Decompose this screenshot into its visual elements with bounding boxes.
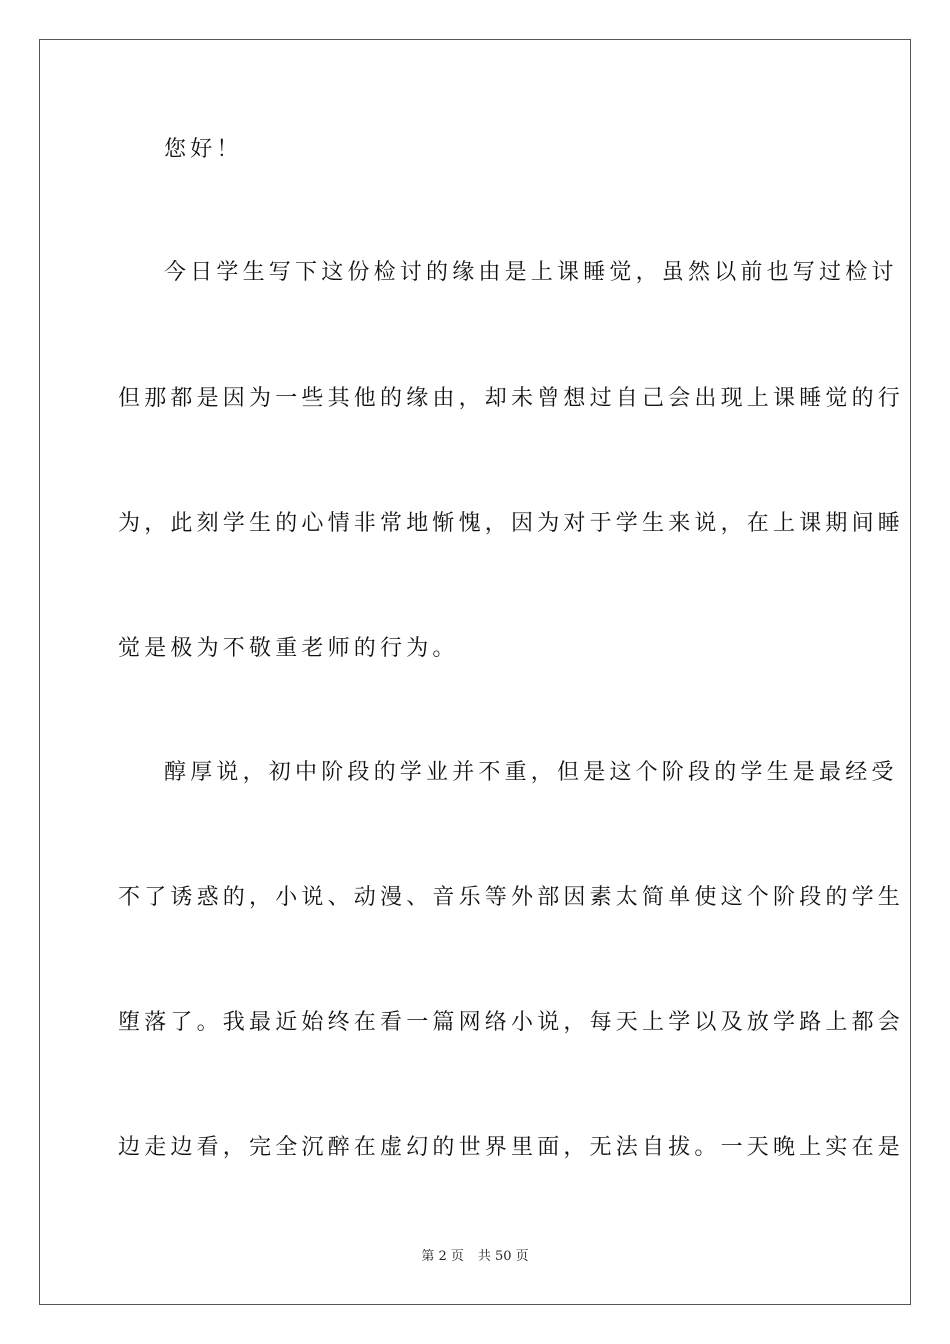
body-text-line: 堕落了。我最近始终在看一篇网络小说，每天上学以及放学路上都会 <box>118 1010 905 1035</box>
body-text-line: 觉是极为不敬重老师的行为。 <box>118 636 459 661</box>
body-text-line: 不了诱惑的，小说、动漫、音乐等外部因素太简单使这个阶段的学生 <box>118 885 905 910</box>
page-footer <box>0 1248 950 1266</box>
page-number-current: 第 2 页 <box>421 1249 464 1264</box>
body-text-line: 但那都是因为一些其他的缘由，却未曾想过自己会出现上课睡觉的行 <box>118 386 905 411</box>
body-text-line: 醇厚说，初中阶段的学业并不重，但是这个阶段的学生是最经受 <box>164 760 898 785</box>
body-text-line: 为，此刻学生的心情非常地惭愧，因为对于学生来说，在上课期间睡 <box>118 511 905 536</box>
page-border <box>39 39 911 1305</box>
body-text-line: 边走边看，完全沉醉在虚幻的世界里面，无法自拔。一天晚上实在是 <box>118 1135 905 1160</box>
greeting-line: 您好！ <box>164 137 243 162</box>
body-text-line: 今日学生写下这份检讨的缘由是上课睡觉，虽然以前也写过检讨 <box>164 260 898 285</box>
page-number-total: 共 50 页 <box>477 1249 529 1264</box>
